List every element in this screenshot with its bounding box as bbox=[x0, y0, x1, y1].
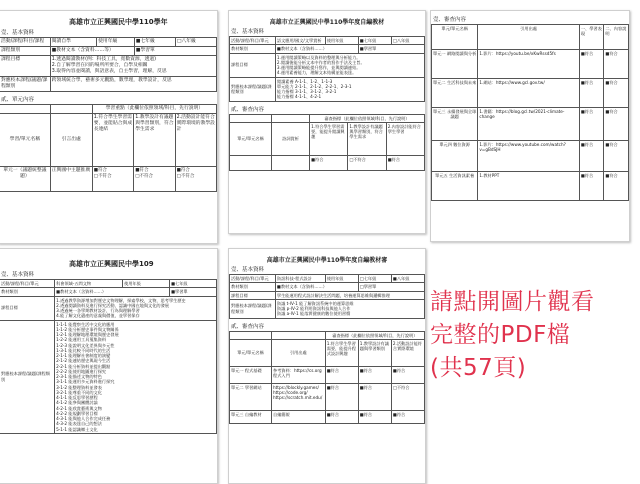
table-cell: 單元一 網路閱讀與分析 bbox=[432, 50, 478, 79]
table-cell: ■符合 bbox=[325, 383, 358, 410]
table-cell: ■學習單 bbox=[170, 288, 217, 296]
table-cell: 一、學習表現 bbox=[579, 25, 604, 50]
table-cell bbox=[92, 166, 133, 191]
table-cell: 教材類別 bbox=[230, 283, 276, 291]
list-item: 4-2-1 能欣賞藝術與文物 bbox=[56, 405, 102, 411]
table-cell: 1.教材PPT bbox=[478, 172, 580, 201]
checkbox-label: ■符合 bbox=[93, 167, 108, 173]
table-cell: ■符合 bbox=[579, 79, 604, 108]
section-heading: 貳、審查內容 bbox=[231, 106, 265, 113]
list-item: 2-2-1 能分析資料並提出觀點 bbox=[56, 363, 111, 369]
table-cell: ■符合 bbox=[604, 141, 629, 172]
section-heading: 貳、單元內容 bbox=[1, 96, 35, 103]
table-cell: 1.影片：https://www.youtube.com/watch?v=gBdSJH bbox=[478, 141, 580, 172]
table-cell: ■七年級 bbox=[358, 37, 391, 45]
checkbox-label: □不符合 bbox=[349, 156, 366, 162]
review-table bbox=[229, 331, 425, 424]
table-cell: ■七年級 bbox=[170, 280, 217, 288]
table-cell: ■符合 bbox=[604, 79, 629, 108]
list-item: 能力指標 3-1-1、3-1-2、3-2-1 bbox=[276, 89, 337, 94]
section-heading: 壹、基本資料 bbox=[1, 30, 35, 36]
table-cell: ■教材文本（含資料……） bbox=[55, 288, 170, 296]
checkbox-label: □不符合 bbox=[93, 173, 112, 179]
table-cell: 對應校本課程/議題/課程類別 bbox=[230, 77, 276, 101]
basic-info-table bbox=[229, 36, 425, 102]
table-cell: 使用年級 bbox=[325, 275, 358, 283]
table-cell: 單元/單元名稱 bbox=[230, 339, 272, 366]
table-cell: 單元二 生活科技與未來 bbox=[432, 79, 478, 108]
list-item: 1-3-1 能比較不同時代的生活 bbox=[56, 347, 111, 353]
pdf-page-thumbnail-4[interactable] bbox=[0, 248, 218, 484]
list-item: 4.能了解文化遺產的意義與價值，並學習保存 bbox=[56, 313, 140, 319]
table-cell bbox=[272, 114, 310, 122]
list-item: 1-2-2 能運用工具蒐集資料 bbox=[56, 337, 107, 343]
table-cell: □八年級 bbox=[175, 38, 216, 47]
table-cell: ■教材文本（含資料……） bbox=[275, 45, 358, 53]
table-cell: 課程目標 bbox=[0, 296, 55, 320]
table-cell: 跨領域統合學，藝術多元觀點，數學理，教學設計，反思 bbox=[50, 76, 216, 91]
table-cell: ■符合 bbox=[391, 366, 424, 383]
table-cell bbox=[134, 166, 175, 191]
list-item: 閱讀素養 A-1-1、1-2、1-1-3 bbox=[276, 78, 333, 84]
list-item: 1.透過閱讀教材(例：科技工具，寬數資源，透過) bbox=[51, 56, 156, 62]
table-cell: ■符合 bbox=[358, 410, 391, 423]
table-cell: 1.教學設計有議題與學習類別 bbox=[358, 339, 391, 366]
notice-line: 請點開圖片觀看 bbox=[430, 289, 595, 315]
pdf-page-thumbnail-2[interactable] bbox=[228, 10, 426, 234]
table-cell: ■七年級 bbox=[134, 38, 175, 47]
table-cell: 審查指標（此欄位依照領域/科目，先行說明） bbox=[325, 331, 424, 339]
section-heading: 壹、基本資料 bbox=[231, 29, 265, 35]
table-cell bbox=[386, 155, 424, 170]
table-cell: 資訊科技-程式設計 bbox=[275, 275, 325, 283]
table-cell bbox=[50, 55, 216, 76]
table-cell: 正興國中主題推廣 bbox=[50, 166, 92, 191]
table-cell bbox=[55, 320, 217, 433]
list-item: 1.透過教學資源增加對歷史文物理解，探索學校，文物，思考學生歷史 bbox=[56, 297, 186, 303]
table-cell: 課程目標 bbox=[230, 53, 276, 77]
list-item: 資議 p-IV-2 能利用資訊科技與他人合作 bbox=[276, 306, 351, 311]
table-cell: 使用年級 bbox=[123, 280, 170, 288]
table-cell: 單元一 程式基礎 bbox=[230, 366, 272, 383]
table-cell: 使用年級 bbox=[97, 38, 135, 47]
table-cell: 活動/課程/科目/課程 bbox=[0, 38, 50, 47]
table-cell: ■八年級 bbox=[391, 275, 424, 283]
list-item: 4.運用素養能力，理解文本結構並能表達。 bbox=[276, 70, 357, 76]
table-cell: 科會領域-五問文物 bbox=[55, 280, 123, 288]
notice-line: 完整的PDF檔 bbox=[430, 322, 571, 348]
table-cell: ■符合 bbox=[604, 172, 629, 201]
table-cell: 1.教學設計有議題與學習類別，符合學生需求 bbox=[134, 113, 175, 166]
table-cell: ■符合 bbox=[358, 383, 391, 410]
table-cell bbox=[310, 155, 348, 170]
basic-info-table bbox=[0, 37, 217, 92]
table-cell bbox=[50, 104, 92, 113]
table-cell: 活動/課程/科目/單元 bbox=[230, 275, 276, 283]
notice-line: (共57頁) bbox=[430, 355, 527, 381]
table-cell bbox=[348, 155, 386, 170]
table-cell: https://blockly.games/ https://code.org/ https://scratch.mit.edu/ bbox=[272, 383, 326, 410]
checkbox-label: ■符合 bbox=[135, 167, 149, 173]
table-cell: 1.書籍：https://blog.gcl.tw/2021-climate-change bbox=[478, 108, 580, 141]
table-cell bbox=[175, 166, 216, 191]
pdf-page-thumbnail-3[interactable] bbox=[430, 10, 630, 242]
table-cell: ■符合 bbox=[391, 410, 424, 423]
list-item: 資議 a-IV-1 能落實健康的數位使用習慣 bbox=[276, 311, 351, 317]
table-cell: 2.活動設計能符合實際環境的教學設計 bbox=[175, 113, 216, 166]
checkbox-label: ■符合 bbox=[176, 167, 190, 173]
basic-info-table bbox=[229, 274, 425, 319]
table-cell: 1.符合學生學習需要，能提升程式設計興趣 bbox=[325, 339, 358, 366]
view-full-pdf-notice[interactable] bbox=[430, 286, 635, 385]
table-cell: 1.影片：https://youtu.be/xKwRssd5fs bbox=[478, 50, 580, 79]
table-cell: 1.符合學生學習需要，能提升閱讀興趣 bbox=[310, 122, 348, 155]
table-cell bbox=[55, 296, 217, 320]
table-cell: 1.網站：https://www.gcl.gov.tw/ bbox=[478, 79, 580, 108]
table-cell bbox=[230, 155, 272, 170]
table-cell: ■符合 bbox=[579, 108, 604, 141]
list-item: 2.閱讀後能分析文本中作者的寫作手法及主旨。 bbox=[276, 59, 365, 65]
table-cell: □不符合 bbox=[391, 383, 424, 410]
list-item: 資議 t-IV-1 能了解資訊系統中的運算思維 bbox=[276, 300, 354, 306]
list-item: 能力指標 4-1-1、4-2-1 bbox=[276, 94, 322, 100]
table-cell: 參考資料：https://cs.org 程式入門 bbox=[272, 366, 326, 383]
table-cell: 語文應用/國文/文學賞析 bbox=[275, 37, 325, 45]
page-title: 高雄市立正興國民中學110學年度自編教材 bbox=[269, 19, 385, 26]
table-cell bbox=[275, 53, 424, 77]
table-cell: 2.活動設計能符合實際環境 bbox=[391, 339, 424, 366]
table-cell: 引用出處 bbox=[272, 339, 326, 366]
table-cell: ■符合 bbox=[604, 108, 629, 141]
table-cell: ■符合 bbox=[579, 50, 604, 79]
table-cell: 教材類別 bbox=[230, 45, 276, 53]
table-cell: 單元五 生活資訊素養 bbox=[432, 172, 478, 201]
review-table bbox=[431, 24, 629, 201]
list-item: 4-3-1 能與他人合作完成任務 bbox=[56, 416, 111, 421]
basic-info-table bbox=[0, 279, 217, 434]
table-cell: 二、內容說明 bbox=[604, 25, 629, 50]
table-cell bbox=[0, 104, 50, 113]
table-cell: ■符合 bbox=[325, 366, 358, 383]
table-cell bbox=[275, 299, 424, 318]
table-cell: 單元四 數位資源 bbox=[432, 141, 478, 172]
table-cell: □七年級 bbox=[358, 275, 391, 283]
list-item: 2-1-2 能連結歷史與現今生活 bbox=[56, 358, 111, 364]
table-cell: 1.教學設計有議題與學習類別，符合學生需求 bbox=[348, 122, 386, 155]
review-table bbox=[229, 114, 425, 171]
table-cell: 活動/課程/科目/單元 bbox=[230, 37, 276, 45]
list-item: 4-1-1 能反思學習歷程 bbox=[56, 395, 98, 400]
list-item: 4-3-2 能表達自己的想法 bbox=[56, 421, 102, 427]
list-item: 單元能力 2-1-1、2-1-2、2-2-1、2-3-1 bbox=[276, 83, 352, 89]
table-cell bbox=[230, 114, 272, 122]
list-item: 3.透過統一各學期教材設計，行為與理解學習 bbox=[56, 308, 140, 313]
list-item: 4-1-2 能參與團體討論 bbox=[56, 400, 98, 406]
checkbox-label: □不符合 bbox=[135, 173, 153, 179]
review-table bbox=[0, 104, 217, 192]
table-cell: 課程目標 bbox=[230, 291, 276, 299]
table-cell: 單元三 永續發展與全球議題 bbox=[432, 108, 478, 141]
pdf-page-thumbnail-1[interactable] bbox=[0, 10, 218, 244]
list-item: 3-1-1 能運用多元資料進行探究 bbox=[56, 379, 115, 385]
list-item: 3.運用閱讀策略能提升寫作，並與閱讀連結。 bbox=[276, 65, 361, 70]
table-cell: □學習單 bbox=[358, 283, 424, 291]
table-cell: ■符合 bbox=[325, 410, 358, 423]
table-cell bbox=[272, 331, 326, 339]
section-heading: 壹、基本資料 bbox=[231, 267, 265, 273]
table-cell: ■符合 bbox=[358, 366, 391, 383]
table-cell: 自編簡報 bbox=[272, 410, 326, 423]
table-cell: 學習/單元名稱 bbox=[0, 113, 50, 166]
table-cell: ■符合 bbox=[579, 172, 604, 201]
list-item: 1-2-1 能理解地理環境與歷史發展 bbox=[56, 332, 119, 337]
checkbox-label: □不符合 bbox=[176, 173, 195, 179]
section-heading: 貳、審查內容 bbox=[231, 323, 265, 330]
checkbox-label: ■符合 bbox=[387, 156, 401, 162]
table-cell: 使用年級 bbox=[325, 37, 358, 45]
page-title: 高雄市立正興國民中學110學年 bbox=[69, 18, 168, 26]
list-item: 1-1-2 能分析歷史事件與文物關係 bbox=[56, 326, 119, 332]
list-item: 2-2-2 能使用地圖進行探究 bbox=[56, 368, 107, 374]
pdf-page-thumbnail-5[interactable] bbox=[228, 248, 426, 484]
list-item: 2.透過閱讀資料及進行探究活動，認識中國在地與文化的發展 bbox=[56, 302, 169, 308]
table-cell: 單元一（議題統整議題） bbox=[0, 166, 50, 191]
table-cell: 單元二 學習網站 bbox=[230, 383, 272, 410]
section-heading: 壹、審查內容 bbox=[433, 17, 467, 23]
table-cell: ■教材文本（含資料……等） bbox=[50, 46, 134, 55]
table-cell: 對應校本課程/議題/課程類別 bbox=[230, 299, 276, 318]
list-item: 3.取得內容並閱讀，與語意表，自主學習，理解，反思 bbox=[51, 68, 167, 74]
table-cell: ■符合 bbox=[579, 141, 604, 172]
table-cell: 對應校本課程/議題/課程類別 bbox=[0, 76, 50, 91]
list-item: 1-1-1 能覺察生活中文化的應用 bbox=[56, 321, 115, 327]
table-cell: 審查指標（此欄位依照領域/科目，先行說明） bbox=[310, 114, 425, 122]
table-cell: 詩詞賞析 bbox=[272, 122, 310, 155]
checkbox-label: ■符合 bbox=[311, 156, 324, 162]
table-cell: 教材類別 bbox=[0, 288, 55, 296]
table-cell: 閱讀自學 bbox=[50, 38, 96, 47]
table-cell: ■教材文本（含資料……） bbox=[275, 283, 358, 291]
table-cell: 學習重點（此欄位依照領域/科目，先行說明） bbox=[92, 104, 216, 113]
table-cell: 單元三 自編教材 bbox=[230, 410, 272, 423]
list-item: 5-1-1 能認識鄉土文化 bbox=[56, 426, 98, 432]
table-cell: □八年級 bbox=[391, 37, 424, 45]
list-item: 2.自了解學習在同的場所所要合，自學及相關 bbox=[51, 62, 148, 68]
table-cell: ■學習單 bbox=[358, 45, 424, 53]
list-item: 2-1-1 能理解社會制度的演變 bbox=[56, 353, 111, 358]
table-cell: 課程目標 bbox=[0, 55, 50, 76]
table-cell: 單元/單元名稱 bbox=[432, 25, 478, 50]
list-item: 4-2-2 能規劃學習目標 bbox=[56, 410, 98, 416]
table-cell: 對應校本課程/議題/課程類別 bbox=[0, 320, 55, 433]
list-item: 3-2-1 能尊重不同的文化 bbox=[56, 389, 102, 395]
table-cell: 1.符合學生學習需要，並能貼合與成長連結 bbox=[92, 113, 133, 166]
table-cell: 引言出處 bbox=[50, 113, 92, 166]
table-cell bbox=[230, 331, 272, 339]
table-cell bbox=[272, 155, 310, 170]
page-title: 高雄市立正興國民中學110學年度自編教材審 bbox=[266, 257, 388, 264]
list-item: 1-2-3 能說明文化差異與多元性 bbox=[56, 342, 115, 348]
table-cell: ■學習單 bbox=[134, 46, 216, 55]
table-cell: ■符合 bbox=[604, 50, 629, 79]
section-heading: 壹、基本資料 bbox=[1, 272, 35, 278]
table-cell: 2.內容設計能符合學生學習 bbox=[386, 122, 424, 155]
table-cell: 引用出處 bbox=[478, 25, 580, 50]
table-cell: 學生能運用程式設計解決生活問題，培養運算思維與邏輯推理 bbox=[275, 291, 424, 299]
list-item: 3-1-2 能整理資料並發表 bbox=[56, 384, 102, 390]
table-cell bbox=[275, 77, 424, 101]
table-cell: 單元/單元名稱 bbox=[230, 122, 272, 155]
table-cell: 課程類別 bbox=[0, 46, 50, 55]
page-title: 高雄市立正興國民中學109 bbox=[69, 260, 154, 268]
list-item: 2-3-1 能描述文物的特色 bbox=[56, 374, 102, 379]
table-cell: 活動/課程/科目/單元 bbox=[0, 280, 55, 288]
list-item: 1.運用閱讀策略以及資料的整理與分析能力。 bbox=[276, 54, 361, 60]
